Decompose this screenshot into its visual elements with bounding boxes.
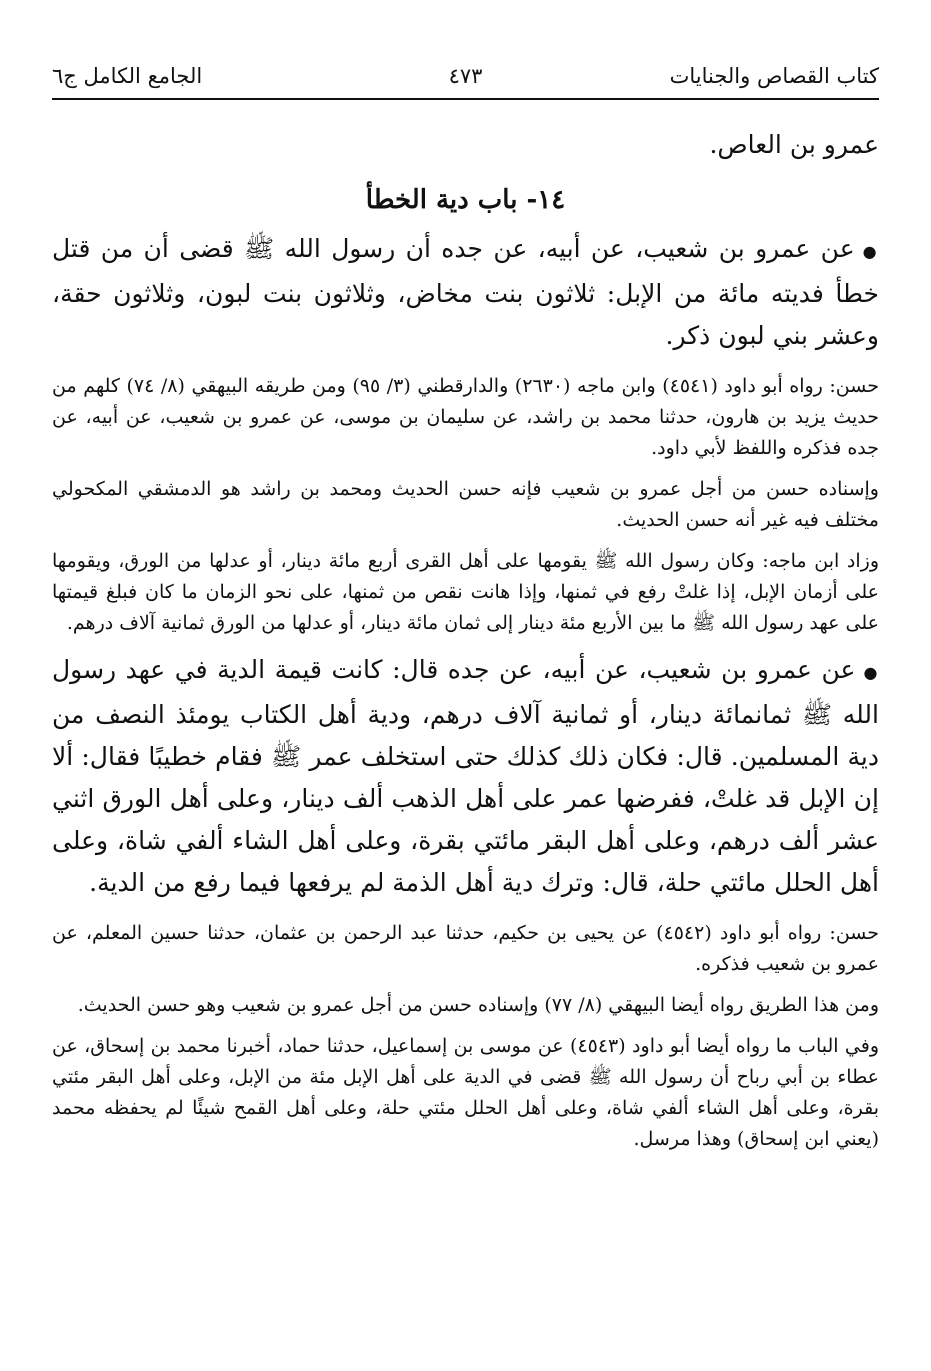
isnad-note: ومن هذا الطريق رواه أيضا البيهقي (٨/ ٧٧) وإسناده حسن من أجل عمرو بن شعيب وهو حسن الحديث.	[77, 994, 879, 1016]
hadith-text: عن عمرو بن شعيب، عن أبيه، عن جده أن رسول الله ﷺ قضى أن من قتل خطأ فديته مائة من الإبل: ثلاثون بنت مخاض، وثلاثون بنت لبون، وثلاثون حقة، وعشر بني لبون ذكر.	[52, 234, 879, 350]
chapter-title: ١٤- باب دية الخطأ	[365, 185, 566, 215]
bullet-icon: ●	[862, 242, 879, 261]
book-volume-title: الجامع الكامل ج٦	[52, 64, 203, 88]
page-header	[52, 62, 879, 100]
book-section-title: كتاب القصاص والجنايات	[669, 64, 879, 88]
hadith-paragraph	[52, 228, 879, 357]
page-body	[52, 124, 879, 1155]
continued-text: عمرو بن العاص.	[709, 130, 879, 159]
takhrij-note: حسن: رواه أبو داود (٤٥٤١) وابن ماجه (٢٦٣٠) والدارقطني (٣/ ٩٥) ومن طريقه البيهقي (٨/ ٧٤) كلهم من حديث يزيد بن هارون، حدثنا محمد بن راشد، عن سليمان بن موسى، عن عمرو بن شعيب، عن أبيه، عن جده فذكره واللفظ لأبي داود.	[52, 375, 879, 459]
page-number: ٤٧٣	[448, 64, 483, 88]
takhrij-note: حسن: رواه أبو داود (٤٥٤٢) عن يحيى بن حكيم، حدثنا عبد الرحمن بن عثمان، حدثنا حسين المعلم، عن عمرو بن شعيب فذكره.	[52, 922, 879, 975]
hadith-text: عن عمرو بن شعيب، عن أبيه، عن جده قال: كانت قيمة الدية في عهد رسول الله ﷺ ثمانمائة دينار، أو ثمانية آلاف درهم، ودية أهل الكتاب يومئذ النصف من دية المسلمين. قال: فكان ذلك كذلك حتى استخلف عمر ﷺ فقام خطيبًا فقال: ألا إن الإبل قد غلتْ، ففرضها عمر على أهل الذهب ألف دينار، وعلى أهل الورق اثني عشر ألف درهم، وعلى أهل البقر مائتي بقرة، وعلى أهل الشاء ألفي شاة، وعلى أهل الحلل مائتي حلة، قال: وترك دية أهل الذمة لم يرفعها فيما رفع من الدية.	[52, 655, 879, 897]
addition-note: وزاد ابن ماجه: وكان رسول الله ﷺ يقومها على أهل القرى أربع مائة دينار، أو عدلها من الورق، ويقومها على أزمان الإبل، إذا غلتْ رفع في ثمنها، وإذا هانت نقص من ثمنها، على نحو الزمان ما كان فبلغ قيمتها على عهد رسول الله ﷺ ما بين الأربع مئة دينار إلى ثمان مائة دينار، أو عدلها من الورق ثمانية آلاف درهم.	[52, 550, 879, 634]
related-narration-note: وفي الباب ما رواه أيضا أبو داود (٤٥٤٣) عن موسى بن إسماعيل، حدثنا حماد، أخبرنا محمد بن إسحاق، عن عطاء بن أبي رباح أن رسول الله ﷺ قضى في الدية على أهل الإبل مئة من الإبل، وعلى أهل البقر مئتي بقرة، وعلى أهل الشاء ألفي شاة، وعلى أهل الحلل مئتي حلة، وعلى أهل القمح شيئًا لم يحفظه محمد (يعني ابن إسحاق) وهذا مرسل.	[52, 1035, 880, 1150]
hadith-paragraph	[52, 649, 879, 904]
bullet-icon: ●	[863, 663, 879, 682]
isnad-note: وإسناده حسن من أجل عمرو بن شعيب فإنه حسن الحديث ومحمد بن راشد هو الدمشقي المكحولي مختلف فيه غير أنه حسن الحديث.	[52, 478, 879, 531]
